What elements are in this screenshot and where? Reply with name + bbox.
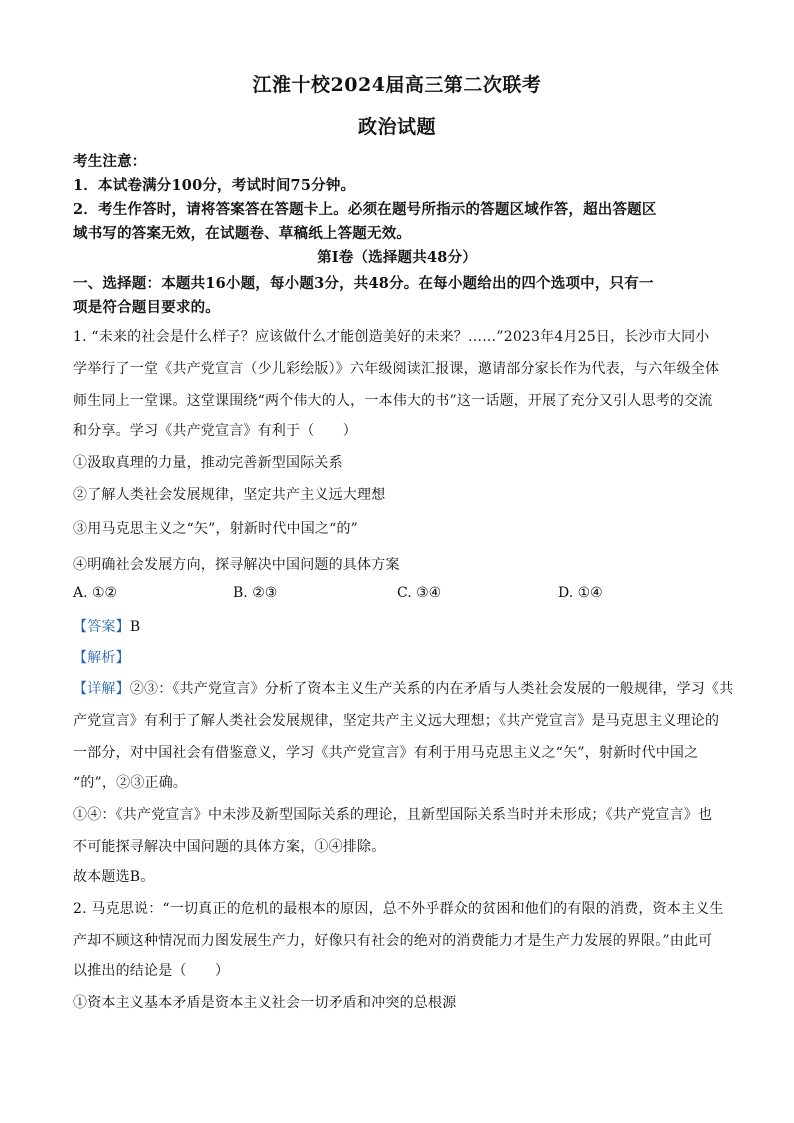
q1-option-c: C. ③④ [397, 585, 442, 601]
section-instruction-line-1: 一、选择题：本题共16小题，每小题3分，共48分。在每小题给出的四个选项中，只有一 [73, 275, 654, 292]
q2-stem-line-2: 产却不顾这种情况而力图发展生产力，好像只有社会的绝对的消费能力才是生产力发展的界限。”由此可 [73, 933, 713, 949]
notice-heading: 考生注意： [73, 153, 147, 170]
q1-detail-line-6: 不可能探寻解决中国问题的具体方案，①④排除。 [73, 839, 386, 855]
section-instruction-line-2: 项是符合题目要求的。 [73, 299, 220, 316]
q2-stem-line-1: 2. 马克思说：“一切真正的危机的最根本的原因，总不外乎群众的贫困和他们的有限的消费，资本主义生 [73, 901, 724, 917]
q1-analysis-tag: 【解析】 [73, 650, 130, 666]
q1-stem-line-2: 学举行了一堂《共产党宣言（少儿彩绘版）》六年级阅读汇报课，邀请部分家长作为代表，与六年级全体 [73, 361, 720, 377]
q1-statement-4: ④明确社会发展方向，探寻解决中国问题的具体方案 [73, 557, 400, 573]
notice-item-1: 1．本试卷满分100分，考试时间75分钟。 [73, 177, 356, 194]
q1-stem-line-3: 师生同上一堂课。这堂课围绕“两个伟大的人，一本伟大的书”这一话题，开展了充分又引人思考的交流 [73, 393, 713, 409]
volume-title: 第Ⅰ卷（选择题共48分） [317, 249, 477, 266]
answer-value: B [129, 619, 141, 635]
detail-tag: 【详解】 [73, 681, 130, 697]
q1-detail-line-2: 产党宣言》有利于了解人类社会发展规律，坚定共产主义远大理想；《共产党宣言》是马克思主义理论的 [73, 713, 720, 729]
q1-detail-line-1 [73, 678, 734, 698]
exam-subject-title: 政治试题 [357, 116, 436, 138]
answer-tag: 【答案】 [73, 619, 130, 635]
q2-stem-line-3: 以推出的结论是（ ） [73, 963, 230, 979]
detail-line-1-text: ②③：《共产党宣言》分析了资本主义生产关系的内在矛盾与人类社会发展的一般规律，学习《共 [129, 681, 734, 697]
q1-option-a: A. ①② [73, 585, 118, 601]
notice-item-2-line-1: 2．考生作答时，请将答案答在答题卡上。必须在题号所指示的答题区域作答，超出答题区 [73, 201, 657, 218]
q1-detail-line-3: 一部分，对中国社会有借鉴意义，学习《共产党宣言》有利于用马克思主义之“矢”，射新时代中国之 [73, 745, 699, 761]
q1-answer [73, 616, 723, 636]
notice-item-2-line-2: 域书写的答案无效，在试题卷、草稿纸上答题无效。 [73, 225, 412, 242]
q1-option-d: D. ①④ [558, 585, 603, 601]
q1-stem-line-4: 和分享。学习《共产党宣言》有利于（ ） [73, 423, 357, 439]
q1-option-b: B. ②③ [233, 585, 278, 601]
q2-statement-1: ①资本主义基本矛盾是资本主义社会一切矛盾和冲突的总根源 [73, 995, 457, 1011]
q1-detail-line-5: ①④：《共产党宣言》中未涉及新型国际关系的理论，且新型国际关系当时并未形成；《共产党宣言》也 [73, 807, 713, 823]
q1-detail-line-4: “的”，②③正确。 [73, 775, 188, 791]
q1-conclusion: 故本题选B。 [73, 869, 155, 885]
q1-statement-2: ②了解人类社会发展规律，坚定共产主义远大理想 [73, 487, 386, 503]
q1-statement-1: ①汲取真理的力量，推动完善新型国际关系 [73, 455, 343, 471]
exam-title: 江淮十校2024届高三第二次联考 [252, 74, 542, 96]
q1-stem-line-1: 1. “未来的社会是什么样子？应该做什么才能创造美好的未来？……”2023年4月25日，长沙市大同小 [73, 329, 710, 345]
q1-statement-3: ③用马克思主义之“矢”，射新时代中国之“的” [73, 521, 359, 537]
